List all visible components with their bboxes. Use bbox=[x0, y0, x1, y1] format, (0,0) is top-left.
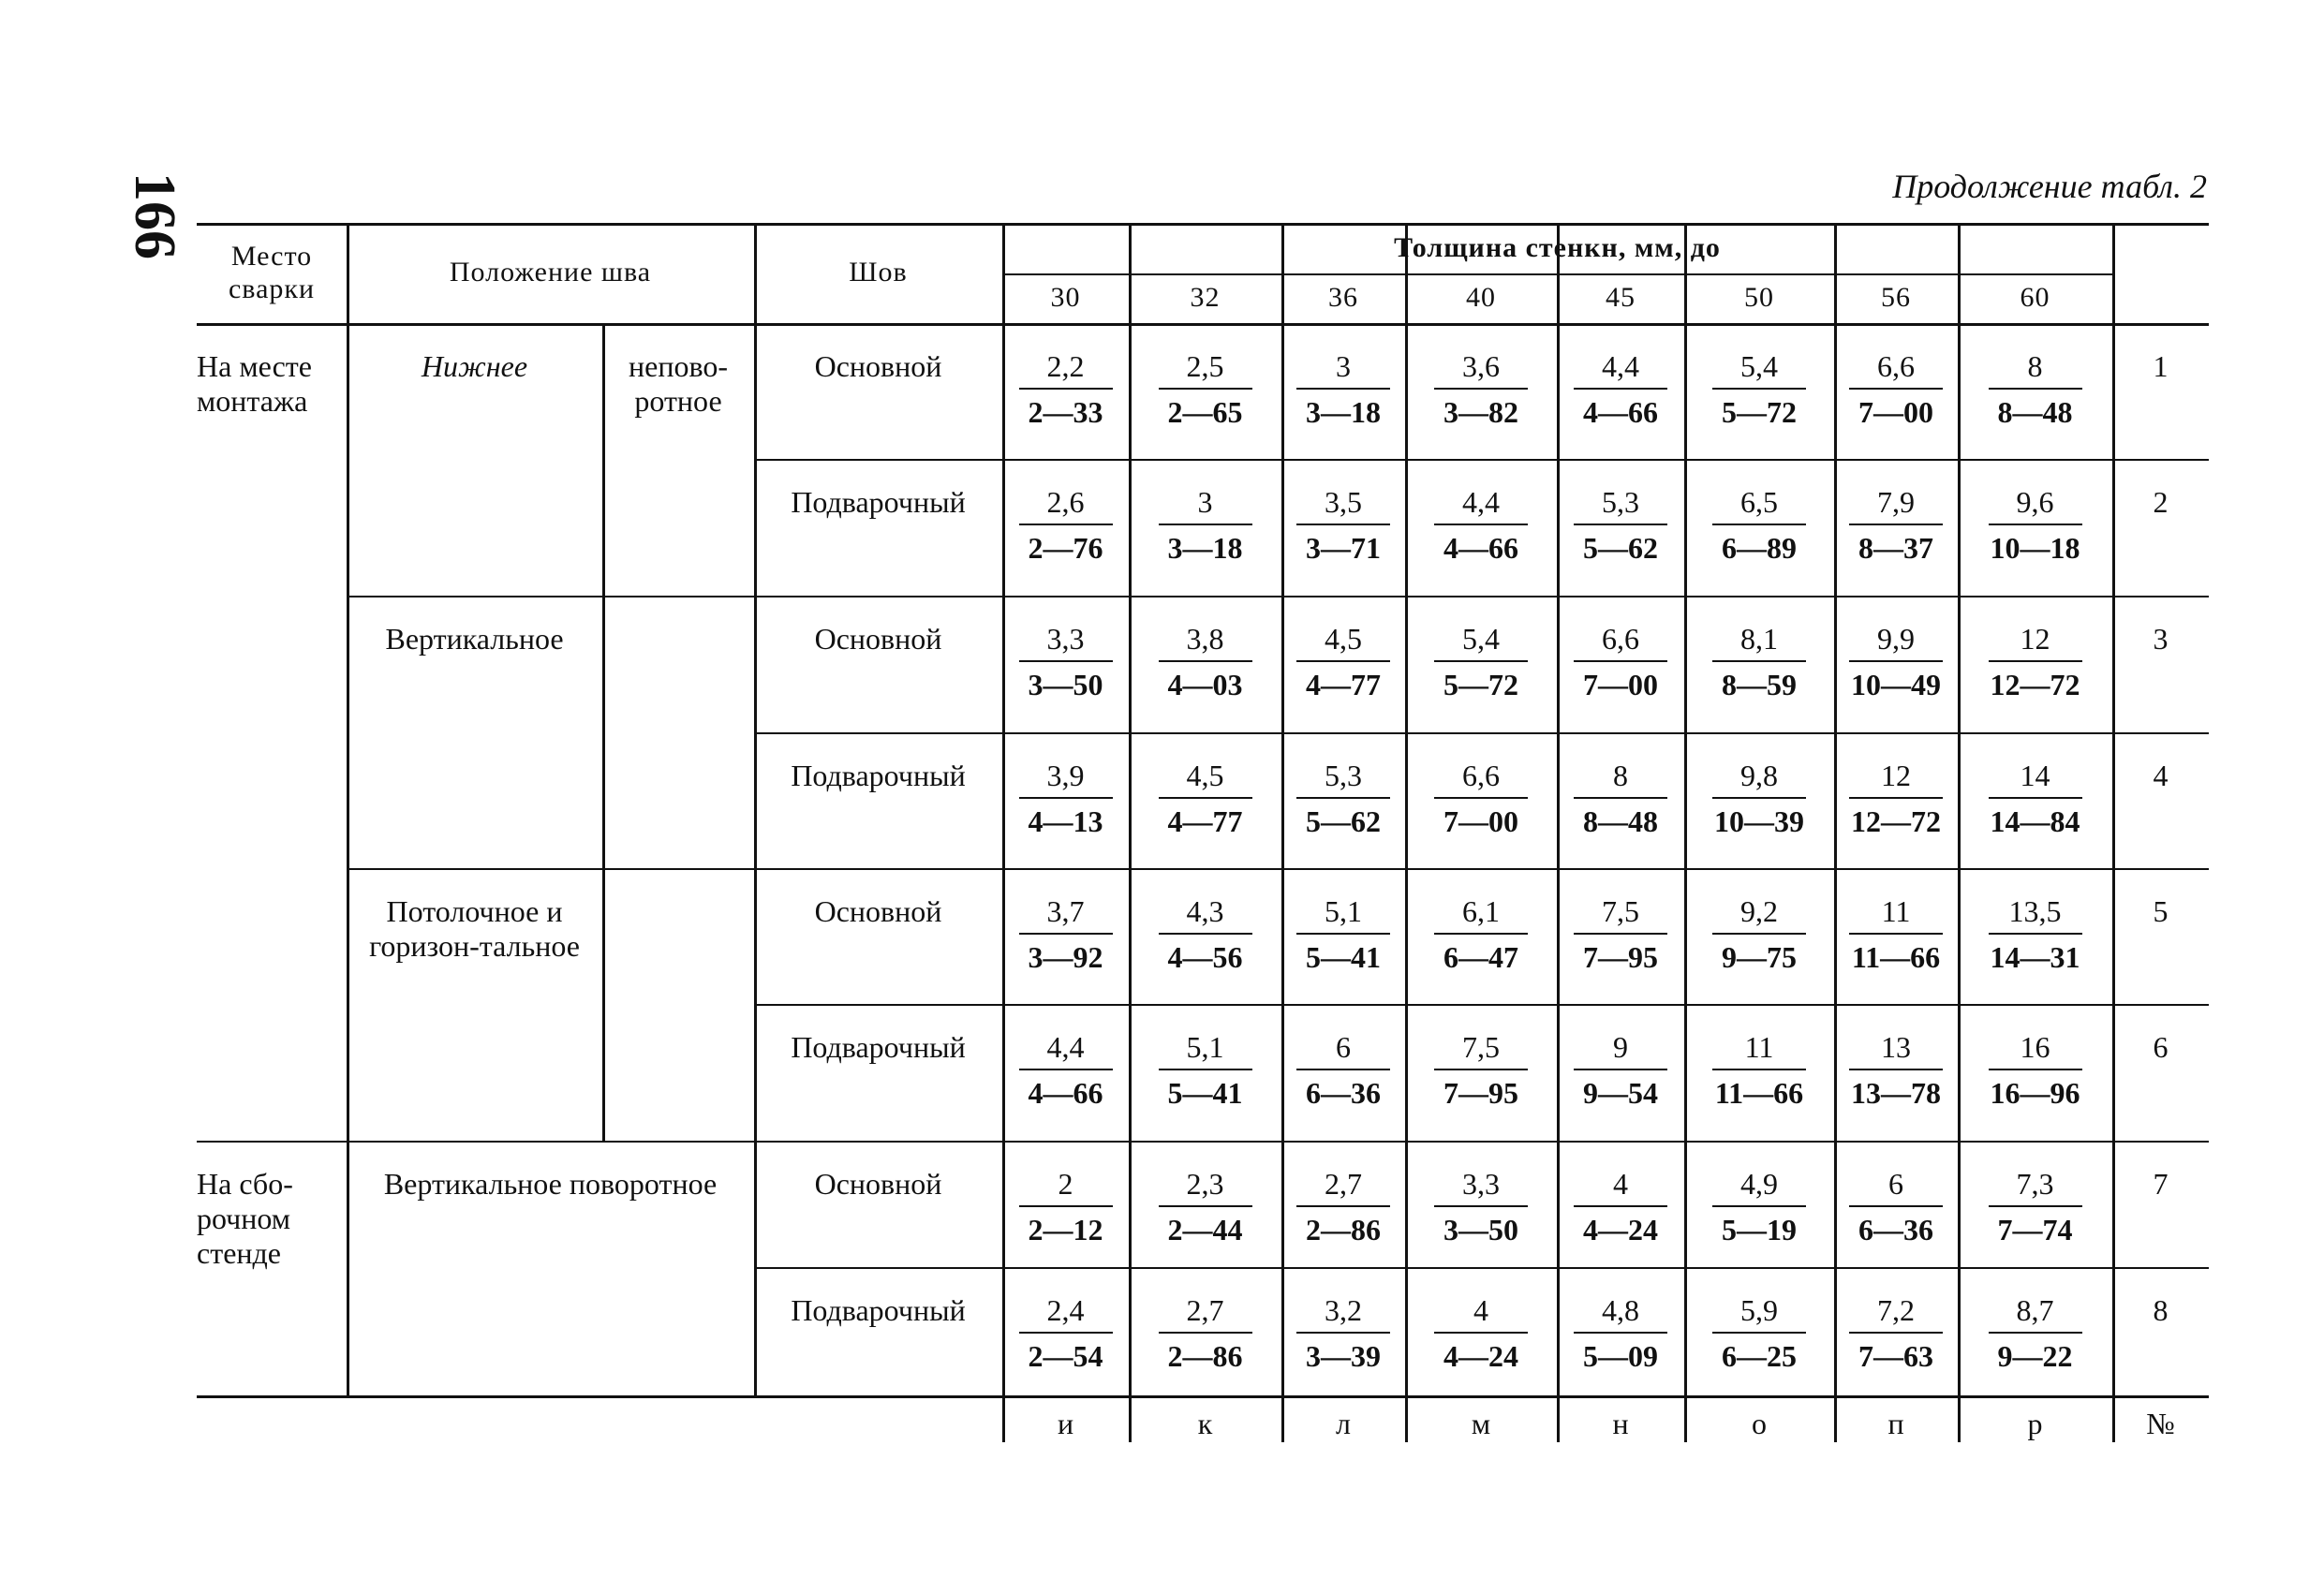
fraction-cell bbox=[1989, 1167, 2082, 1247]
fraction-cell bbox=[1159, 1167, 1252, 1247]
fraction-cell bbox=[1434, 759, 1528, 839]
row-rule bbox=[754, 1004, 2209, 1006]
fraction-numerator: 2,4 bbox=[1019, 1293, 1113, 1334]
footer-letter: о bbox=[1752, 1406, 1767, 1440]
thickness-column-rule bbox=[1281, 223, 1284, 1442]
fraction-numerator: 3,5 bbox=[1296, 485, 1390, 525]
header-bottom-rule bbox=[197, 323, 2209, 326]
fraction-denominator: 3—82 bbox=[1443, 395, 1518, 429]
footer-letter: к bbox=[1197, 1406, 1213, 1440]
fraction-numerator: 2,6 bbox=[1019, 485, 1113, 525]
row-number: 3 bbox=[2153, 622, 2169, 656]
fraction-denominator: 11—66 bbox=[1851, 940, 1941, 974]
fraction-cell bbox=[1989, 894, 2082, 975]
thickness-column-rule bbox=[1129, 223, 1132, 1442]
fraction-numerator: 6 bbox=[1849, 1167, 1943, 1207]
fraction-numerator: 6,1 bbox=[1434, 894, 1528, 935]
fraction-denominator: 10—49 bbox=[1851, 668, 1941, 701]
fraction-numerator: 11 bbox=[1712, 1030, 1806, 1070]
fraction-numerator: 9,6 bbox=[1989, 485, 2082, 525]
fraction-denominator: 12—72 bbox=[1990, 668, 2080, 701]
fraction-numerator: 7,2 bbox=[1849, 1293, 1943, 1334]
fraction-denominator: 8—37 bbox=[1858, 531, 1933, 565]
fraction-numerator: 4,5 bbox=[1296, 622, 1390, 662]
header-place: Место сварки bbox=[228, 241, 316, 304]
seam-type: Подварочный bbox=[791, 1293, 966, 1327]
fraction-cell bbox=[1989, 349, 2082, 430]
fraction-denominator: 4—77 bbox=[1167, 804, 1243, 838]
fraction-cell bbox=[1434, 894, 1528, 975]
fraction-numerator: 3,6 bbox=[1434, 349, 1528, 390]
fraction-cell bbox=[1159, 1030, 1252, 1111]
seam-type: Основной bbox=[814, 1167, 942, 1201]
fraction-denominator: 4—66 bbox=[1028, 1076, 1103, 1110]
footer-letter: н bbox=[1612, 1406, 1629, 1440]
fraction-numerator: 13 bbox=[1849, 1030, 1943, 1070]
fraction-cell bbox=[1849, 894, 1943, 975]
fraction-numerator: 3,7 bbox=[1019, 894, 1113, 935]
fraction-cell bbox=[1434, 1030, 1528, 1111]
fraction-cell bbox=[1296, 1293, 1390, 1374]
fraction-denominator: 2—76 bbox=[1028, 531, 1103, 565]
fraction-denominator: 7—95 bbox=[1583, 940, 1658, 974]
row-rule bbox=[347, 868, 2209, 870]
fraction-denominator: 3—92 bbox=[1028, 940, 1103, 974]
fraction-denominator: 7—74 bbox=[1997, 1213, 2073, 1246]
fraction-cell bbox=[1019, 1293, 1113, 1374]
fraction-cell bbox=[1434, 1167, 1528, 1247]
fraction-cell bbox=[1434, 485, 1528, 566]
fraction-denominator: 3—18 bbox=[1167, 531, 1243, 565]
fraction-denominator: 6—47 bbox=[1443, 940, 1518, 974]
fraction-numerator: 5,1 bbox=[1296, 894, 1390, 935]
fraction-denominator: 11—66 bbox=[1714, 1076, 1804, 1110]
fraction-denominator: 4—24 bbox=[1443, 1339, 1518, 1373]
fraction-cell bbox=[1019, 622, 1113, 702]
fraction-denominator: 6—89 bbox=[1722, 531, 1797, 565]
fraction-cell bbox=[1434, 1293, 1528, 1374]
fraction-denominator: 9—75 bbox=[1722, 940, 1797, 974]
fraction-cell bbox=[1159, 622, 1252, 702]
fraction-numerator: 2,5 bbox=[1159, 349, 1252, 390]
fraction-cell bbox=[1159, 1293, 1252, 1374]
fraction-cell bbox=[1296, 349, 1390, 430]
fraction-denominator: 6—25 bbox=[1722, 1339, 1797, 1373]
fraction-numerator: 11 bbox=[1849, 894, 1943, 935]
row-number: 4 bbox=[2153, 759, 2169, 792]
fraction-numerator: 2,7 bbox=[1159, 1293, 1252, 1334]
seam-type: Подварочный bbox=[791, 1030, 966, 1064]
thickness-column-rule bbox=[1834, 223, 1837, 1442]
fraction-denominator: 6—36 bbox=[1858, 1213, 1933, 1246]
fraction-cell bbox=[1712, 1293, 1806, 1374]
fraction-numerator: 6 bbox=[1296, 1030, 1390, 1070]
fraction-numerator: 4 bbox=[1434, 1293, 1528, 1334]
fraction-numerator: 8 bbox=[1574, 759, 1667, 799]
fraction-cell bbox=[1296, 1167, 1390, 1247]
fraction-numerator: 7,5 bbox=[1434, 1030, 1528, 1070]
fraction-numerator: 7,9 bbox=[1849, 485, 1943, 525]
fraction-denominator: 7—63 bbox=[1858, 1339, 1933, 1373]
fraction-numerator: 9,2 bbox=[1712, 894, 1806, 935]
fraction-numerator: 6,6 bbox=[1849, 349, 1943, 390]
fraction-cell bbox=[1296, 622, 1390, 702]
header-thickness-value: 36 bbox=[1328, 282, 1358, 314]
fraction-denominator: 5—62 bbox=[1583, 531, 1658, 565]
fraction-cell bbox=[1019, 485, 1113, 566]
fraction-numerator: 4 bbox=[1574, 1167, 1667, 1207]
row-number: 2 bbox=[2153, 485, 2169, 519]
fraction-numerator: 6,6 bbox=[1434, 759, 1528, 799]
fraction-denominator: 4—03 bbox=[1167, 668, 1243, 701]
position-bottom: Нижнее bbox=[421, 349, 528, 383]
fraction-cell bbox=[1159, 485, 1252, 566]
fraction-numerator: 4,9 bbox=[1712, 1167, 1806, 1207]
fraction-cell bbox=[1849, 349, 1943, 430]
fraction-cell bbox=[1574, 349, 1667, 430]
fraction-denominator: 6—36 bbox=[1306, 1076, 1381, 1110]
fraction-denominator: 2—65 bbox=[1167, 395, 1243, 429]
fraction-denominator: 3—71 bbox=[1306, 531, 1381, 565]
fraction-numerator: 6,5 bbox=[1712, 485, 1806, 525]
fraction-cell bbox=[1989, 759, 2082, 839]
seam-type: Основной bbox=[814, 349, 942, 383]
fraction-denominator: 14—31 bbox=[1990, 940, 2080, 974]
header-thickness-value: 50 bbox=[1744, 282, 1774, 314]
fraction-numerator: 8,1 bbox=[1712, 622, 1806, 662]
fraction-denominator: 13—78 bbox=[1851, 1076, 1941, 1110]
fraction-cell bbox=[1849, 1167, 1943, 1247]
fraction-denominator: 7—00 bbox=[1858, 395, 1933, 429]
thickness-column-rule bbox=[1405, 223, 1408, 1442]
row-number: 1 bbox=[2153, 349, 2169, 383]
fraction-cell bbox=[1296, 759, 1390, 839]
fraction-denominator: 4—66 bbox=[1443, 531, 1518, 565]
fraction-denominator: 4—13 bbox=[1028, 804, 1103, 838]
fraction-numerator: 8 bbox=[1989, 349, 2082, 390]
fraction-denominator: 8—48 bbox=[1997, 395, 2073, 429]
fraction-cell bbox=[1574, 622, 1667, 702]
fraction-numerator: 12 bbox=[1989, 622, 2082, 662]
fraction-numerator: 4,5 bbox=[1159, 759, 1252, 799]
fraction-denominator: 16—96 bbox=[1990, 1076, 2080, 1110]
footer-letter: и bbox=[1057, 1406, 1074, 1440]
fraction-numerator: 4,3 bbox=[1159, 894, 1252, 935]
fraction-denominator: 4—56 bbox=[1167, 940, 1243, 974]
row-rule bbox=[347, 596, 2209, 597]
fraction-cell bbox=[1712, 485, 1806, 566]
header-thickness-value: 45 bbox=[1606, 282, 1636, 314]
fraction-denominator: 3—50 bbox=[1028, 668, 1103, 701]
header-thickness-value: 60 bbox=[2020, 282, 2050, 314]
fraction-numerator: 4,8 bbox=[1574, 1293, 1667, 1334]
fraction-numerator: 9,8 bbox=[1712, 759, 1806, 799]
fraction-cell bbox=[1574, 894, 1667, 975]
fraction-numerator: 2,7 bbox=[1296, 1167, 1390, 1207]
fraction-numerator: 13,5 bbox=[1989, 894, 2082, 935]
fraction-numerator: 2,3 bbox=[1159, 1167, 1252, 1207]
fraction-numerator: 6,6 bbox=[1574, 622, 1667, 662]
fraction-denominator: 10—18 bbox=[1990, 531, 2080, 565]
place-assembly-stand: На сбо-рочном стенде bbox=[197, 1167, 293, 1270]
row-number: 8 bbox=[2153, 1293, 2169, 1327]
fraction-numerator: 12 bbox=[1849, 759, 1943, 799]
fraction-denominator: 9—54 bbox=[1583, 1076, 1658, 1110]
fraction-cell bbox=[1712, 1167, 1806, 1247]
fraction-cell bbox=[1989, 1293, 2082, 1374]
fraction-denominator: 2—44 bbox=[1167, 1213, 1243, 1246]
header-thickness-value: 40 bbox=[1466, 282, 1496, 314]
position-vertical-rotating: Вертикальное поворотное bbox=[383, 1167, 718, 1201]
header-thickness: Толщина стенкн, мм, до bbox=[1394, 231, 1721, 263]
fraction-numerator: 3 bbox=[1296, 349, 1390, 390]
fraction-cell bbox=[1019, 1030, 1113, 1111]
position-vertical: Вертикальное bbox=[385, 622, 564, 656]
row-rule bbox=[197, 1141, 2209, 1143]
row-rule bbox=[754, 459, 2209, 461]
fraction-denominator: 3—50 bbox=[1443, 1213, 1518, 1246]
row-rule bbox=[754, 732, 2209, 734]
fraction-cell bbox=[1574, 1167, 1667, 1247]
fraction-denominator: 5—72 bbox=[1443, 668, 1518, 701]
fraction-numerator: 3,3 bbox=[1019, 622, 1113, 662]
fraction-cell bbox=[1712, 894, 1806, 975]
seam-type: Основной bbox=[814, 622, 942, 656]
footer-letter: л bbox=[1336, 1406, 1351, 1440]
fraction-cell bbox=[1849, 485, 1943, 566]
fraction-denominator: 12—72 bbox=[1851, 804, 1941, 838]
fraction-denominator: 5—41 bbox=[1167, 1076, 1243, 1110]
fraction-numerator: 4,4 bbox=[1574, 349, 1667, 390]
table-caption: Продолжение табл. 2 bbox=[1892, 168, 2207, 205]
row-number: 5 bbox=[2153, 894, 2169, 928]
fraction-numerator: 2,2 bbox=[1019, 349, 1113, 390]
row-number: 6 bbox=[2153, 1030, 2169, 1064]
fraction-cell bbox=[1849, 759, 1943, 839]
header-seam: Шов bbox=[849, 257, 908, 288]
fraction-denominator: 2—12 bbox=[1028, 1213, 1103, 1246]
fraction-cell bbox=[1019, 759, 1113, 839]
fraction-cell bbox=[1019, 1167, 1113, 1247]
fraction-cell bbox=[1712, 759, 1806, 839]
fraction-cell bbox=[1574, 759, 1667, 839]
fraction-denominator: 4—66 bbox=[1583, 395, 1658, 429]
thickness-column-rule bbox=[2112, 223, 2115, 1442]
fraction-denominator: 8—59 bbox=[1722, 668, 1797, 701]
fraction-numerator: 4,4 bbox=[1019, 1030, 1113, 1070]
seam-type: Подварочный bbox=[791, 485, 966, 519]
fraction-cell bbox=[1712, 349, 1806, 430]
fraction-denominator: 9—22 bbox=[1997, 1339, 2073, 1373]
fraction-denominator: 10—39 bbox=[1714, 804, 1804, 838]
fraction-numerator: 3,9 bbox=[1019, 759, 1113, 799]
fraction-cell bbox=[1849, 622, 1943, 702]
fraction-cell bbox=[1989, 485, 2082, 566]
fraction-cell bbox=[1989, 622, 2082, 702]
fraction-numerator: 5,3 bbox=[1296, 759, 1390, 799]
fraction-numerator: 3 bbox=[1159, 485, 1252, 525]
fraction-cell bbox=[1574, 1293, 1667, 1374]
header-thickness-value: 30 bbox=[1050, 282, 1081, 314]
place-on-site: На месте монтажа bbox=[197, 349, 312, 418]
fraction-numerator: 5,1 bbox=[1159, 1030, 1252, 1070]
fraction-numerator: 5,4 bbox=[1712, 349, 1806, 390]
fraction-numerator: 8,7 bbox=[1989, 1293, 2082, 1334]
seam-type: Подварочный bbox=[791, 759, 966, 792]
fraction-numerator: 2 bbox=[1019, 1167, 1113, 1207]
fraction-cell bbox=[1849, 1030, 1943, 1111]
fraction-denominator: 14—84 bbox=[1990, 804, 2080, 838]
fraction-cell bbox=[1574, 1030, 1667, 1111]
fraction-numerator: 3,8 bbox=[1159, 622, 1252, 662]
thickness-column-rule bbox=[1002, 223, 1005, 1442]
position-non-rotating: непово-ротное bbox=[629, 349, 728, 418]
fraction-cell bbox=[1296, 894, 1390, 975]
fraction-numerator: 7,3 bbox=[1989, 1167, 2082, 1207]
fraction-denominator: 3—18 bbox=[1306, 395, 1381, 429]
header-thickness-value: 32 bbox=[1190, 282, 1221, 314]
footer-letter: р bbox=[2027, 1406, 2043, 1440]
fraction-cell bbox=[1159, 894, 1252, 975]
fraction-denominator: 2—86 bbox=[1167, 1339, 1243, 1373]
fraction-numerator: 5,4 bbox=[1434, 622, 1528, 662]
fraction-numerator: 5,3 bbox=[1574, 485, 1667, 525]
row-rule bbox=[754, 1267, 2209, 1269]
fraction-cell bbox=[1989, 1030, 2082, 1111]
fraction-numerator: 3,3 bbox=[1434, 1167, 1528, 1207]
fraction-denominator: 5—19 bbox=[1722, 1213, 1797, 1246]
fraction-denominator: 5—09 bbox=[1583, 1339, 1658, 1373]
fraction-denominator: 2—54 bbox=[1028, 1339, 1103, 1373]
fraction-cell bbox=[1159, 759, 1252, 839]
fraction-cell bbox=[1434, 622, 1528, 702]
fraction-denominator: 7—00 bbox=[1583, 668, 1658, 701]
fraction-cell bbox=[1434, 349, 1528, 430]
footer-letter: п bbox=[1887, 1406, 1904, 1440]
row-number: 7 bbox=[2153, 1167, 2169, 1201]
fraction-numerator: 5,9 bbox=[1712, 1293, 1806, 1334]
footer-number-sign: № bbox=[2146, 1406, 2175, 1440]
fraction-denominator: 5—72 bbox=[1722, 395, 1797, 429]
footer-letter: м bbox=[1471, 1406, 1491, 1440]
fraction-cell bbox=[1019, 894, 1113, 975]
fraction-numerator: 4,4 bbox=[1434, 485, 1528, 525]
fraction-numerator: 7,5 bbox=[1574, 894, 1667, 935]
fraction-cell bbox=[1712, 1030, 1806, 1111]
position-split-rule bbox=[602, 323, 605, 1141]
fraction-numerator: 14 bbox=[1989, 759, 2082, 799]
fraction-denominator: 2—86 bbox=[1306, 1213, 1381, 1246]
table-bottom-rule bbox=[197, 1395, 2209, 1398]
fraction-numerator: 16 bbox=[1989, 1030, 2082, 1070]
header-position: Положение шва bbox=[449, 257, 652, 288]
header-thickness-value: 56 bbox=[1881, 282, 1911, 314]
page-number: 166 bbox=[123, 172, 186, 259]
fraction-denominator: 4—24 bbox=[1583, 1213, 1658, 1246]
fraction-cell bbox=[1159, 349, 1252, 430]
fraction-denominator: 5—62 bbox=[1306, 804, 1381, 838]
fraction-denominator: 2—33 bbox=[1028, 395, 1103, 429]
fraction-denominator: 4—77 bbox=[1306, 668, 1381, 701]
fraction-cell bbox=[1574, 485, 1667, 566]
fraction-denominator: 3—39 bbox=[1306, 1339, 1381, 1373]
fraction-cell bbox=[1849, 1293, 1943, 1374]
fraction-cell bbox=[1296, 1030, 1390, 1111]
fraction-denominator: 8—48 bbox=[1583, 804, 1658, 838]
fraction-denominator: 7—00 bbox=[1443, 804, 1518, 838]
fraction-cell bbox=[1296, 485, 1390, 566]
fraction-cell bbox=[1019, 349, 1113, 430]
thickness-column-rule bbox=[1958, 223, 1961, 1442]
thickness-column-rule bbox=[1684, 223, 1687, 1442]
fraction-denominator: 7—95 bbox=[1443, 1076, 1518, 1110]
fraction-denominator: 5—41 bbox=[1306, 940, 1381, 974]
fraction-numerator: 9 bbox=[1574, 1030, 1667, 1070]
position-ceiling-horizontal: Потолочное и горизон-тальное bbox=[369, 894, 580, 963]
thickness-column-rule bbox=[1557, 223, 1560, 1442]
seam-type: Основной bbox=[814, 894, 942, 928]
fraction-numerator: 9,9 bbox=[1849, 622, 1943, 662]
fraction-numerator: 3,2 bbox=[1296, 1293, 1390, 1334]
fraction-cell bbox=[1712, 622, 1806, 702]
